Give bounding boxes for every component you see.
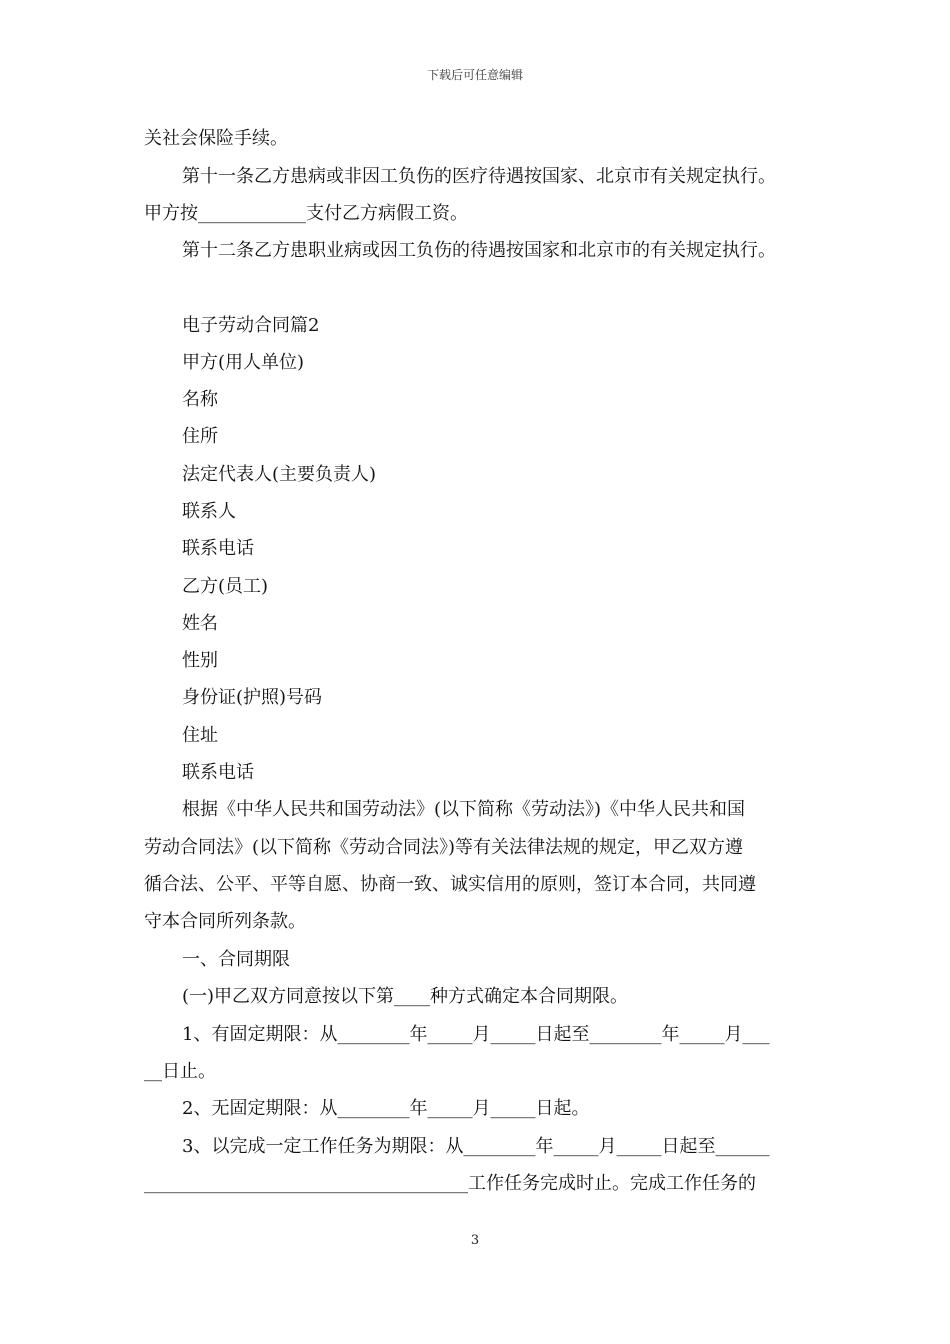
body-line: 循合法、公平、平等自愿、协商一致、诚实信用的原则，签订本合同，共同遵 <box>144 874 756 895</box>
page-number: 3 <box>470 1233 480 1248</box>
body-line: 甲方(用人单位) <box>182 352 305 373</box>
body-line: 身份证(护照)号码 <box>182 687 323 708</box>
body-line: 2、无固定期限：从________年_____月_____日起。 <box>182 1098 590 1119</box>
body-line: 乙方(员工) <box>182 576 269 597</box>
body-line: 联系电话 <box>182 762 254 783</box>
body-line: 守本合同所列条款。 <box>144 911 306 932</box>
body-line: 关社会保险手续。 <box>144 128 288 149</box>
body-line: 3、以完成一定工作任务为期限：从________年_____月_____日起至______ <box>182 1136 770 1157</box>
body-line: 法定代表人(主要负责人) <box>182 464 377 485</box>
body-line: 劳动合同法》(以下简称《劳动合同法》)等有关法律法规的规定，甲乙双方遵 <box>144 837 744 858</box>
body-line: 名称 <box>182 389 218 410</box>
body-line: 1、有固定期限：从________年_____月_____日起至________年_____月___ <box>182 1024 770 1045</box>
body-line: __日止。 <box>144 1061 216 1082</box>
body-line: 第十二条乙方患职业病或因工负伤的待遇按国家和北京市的有关规定执行。 <box>182 240 776 261</box>
body-line: 住所 <box>182 426 218 447</box>
page-header: 下载后可任意编辑 <box>426 68 523 82</box>
section-heading: 一、合同期限 <box>182 949 290 970</box>
body-line: 性别 <box>182 650 218 671</box>
body-line: (一)甲乙双方同意按以下第____种方式确定本合同期限。 <box>182 986 629 1007</box>
section-title: 电子劳动合同篇2 <box>182 315 320 336</box>
body-line: 根据《中华人民共和国劳动法》(以下简称《劳动法》)《中华人民共和国 <box>182 799 746 820</box>
body-line: 联系电话 <box>182 538 254 559</box>
body-line: 姓名 <box>182 613 218 634</box>
body-line: 住址 <box>182 725 218 746</box>
body-line: 联系人 <box>182 501 236 522</box>
body-line: ____________________________________工作任务完成时止。完成工作任务的 <box>144 1173 756 1194</box>
body-line: 第十一条乙方患病或非因工负伤的医疗待遇按国家、北京市有关规定执行。 <box>182 166 776 187</box>
body-line: 甲方按____________支付乙方病假工资。 <box>144 203 468 224</box>
